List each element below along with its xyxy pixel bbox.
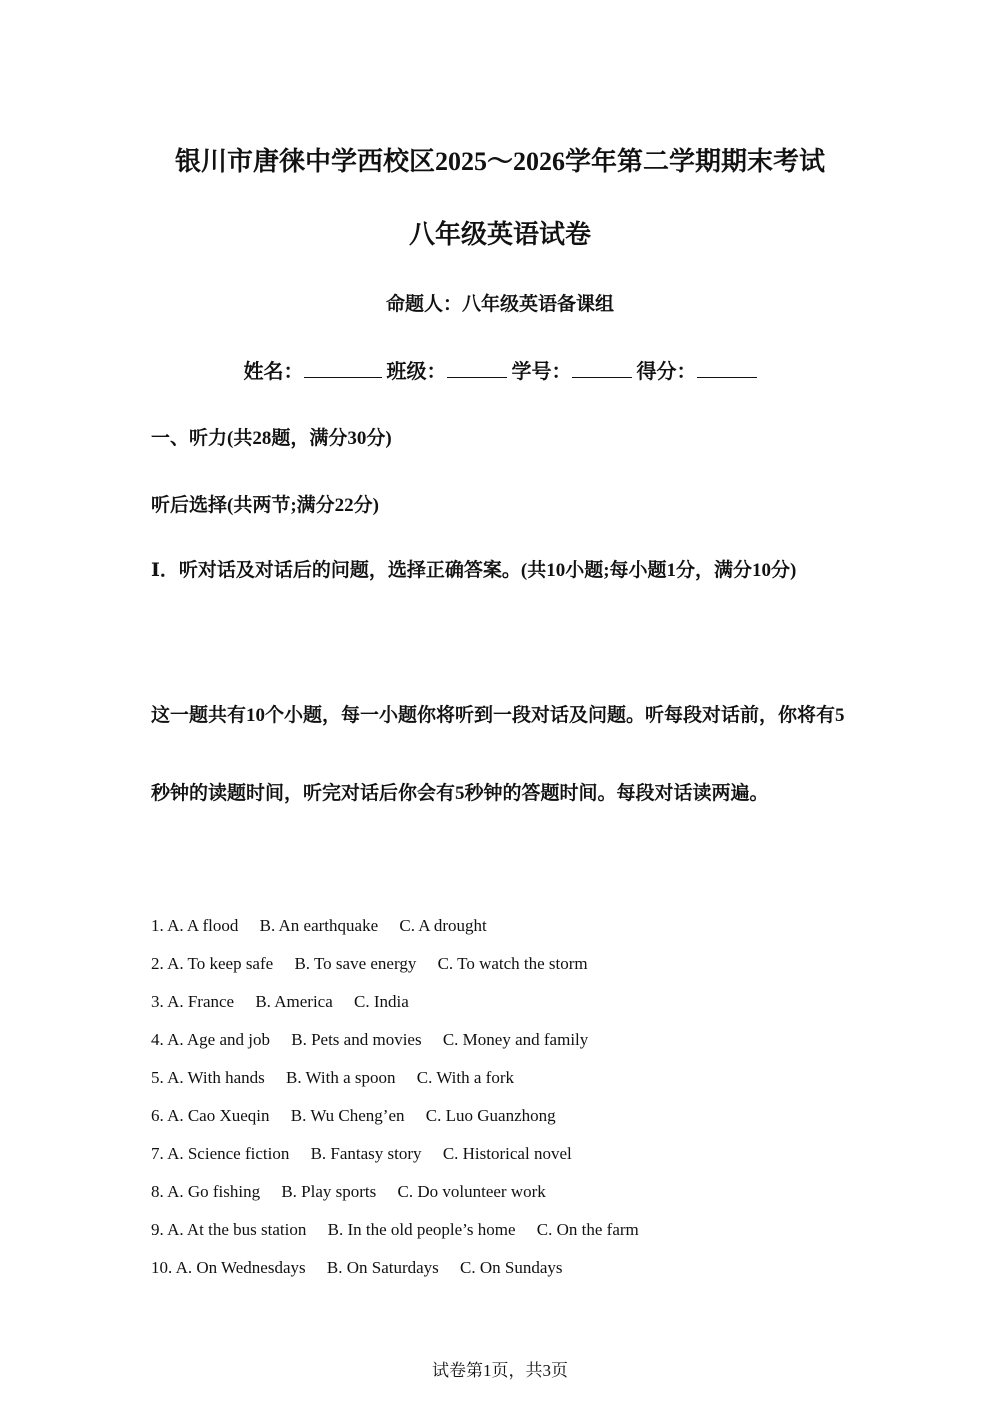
- part1-instruction: Ⅰ．听对话及对话后的问题，选择正确答案。(共10小题;每小题1分，满分10分): [151, 560, 797, 581]
- question-number: 2.: [151, 954, 164, 973]
- option-a: A. Science fiction: [167, 1144, 290, 1163]
- question-item: [151, 1104, 851, 1142]
- option-b: B. In the old people’s home: [327, 1220, 516, 1239]
- section-heading: 一、听力(共28题，满分30分): [151, 428, 392, 449]
- question-item: [151, 990, 851, 1028]
- question-number: 9.: [151, 1220, 164, 1239]
- student-info-line: [0, 355, 1000, 384]
- option-b: B. To save energy: [294, 954, 417, 973]
- question-number: 4.: [151, 1030, 164, 1049]
- option-a: A. To keep safe: [167, 954, 274, 973]
- option-b: B. Fantasy story: [310, 1144, 422, 1163]
- option-c: C. Money and family: [442, 1030, 589, 1049]
- option-c: C. On Sundays: [460, 1258, 563, 1277]
- page-footer: 试卷第1页，共3页: [432, 1361, 568, 1380]
- exam-author: 命题人：八年级英语备课组: [385, 294, 614, 315]
- option-c: C. Luo Guanzhong: [425, 1106, 556, 1125]
- question-number: 7.: [151, 1144, 164, 1163]
- question-item: [151, 1180, 851, 1218]
- option-b: B. With a spoon: [286, 1068, 396, 1087]
- exam-subtitle: 八年级英语试卷: [408, 220, 591, 249]
- score-blank[interactable]: [697, 359, 757, 378]
- name-label: 姓名：: [243, 361, 304, 383]
- option-c: C. India: [354, 992, 409, 1011]
- question-item: [151, 1028, 851, 1066]
- option-c: C. On the farm: [536, 1220, 639, 1239]
- id-label: 学号：: [511, 361, 572, 383]
- id-blank[interactable]: [572, 359, 632, 378]
- question-number: 5.: [151, 1068, 164, 1087]
- question-number: 1.: [151, 916, 164, 935]
- score-label: 得分：: [636, 361, 697, 383]
- question-item: [151, 952, 851, 990]
- option-c: C. Historical novel: [442, 1144, 572, 1163]
- option-a: A. France: [167, 992, 235, 1011]
- question-number: 8.: [151, 1182, 164, 1201]
- option-c: C. A drought: [399, 916, 487, 935]
- option-c: C. With a fork: [416, 1068, 514, 1087]
- question-number: 10.: [151, 1258, 173, 1277]
- name-blank[interactable]: [304, 359, 382, 378]
- option-b: B. America: [255, 992, 333, 1011]
- option-b: B. Pets and movies: [291, 1030, 422, 1049]
- option-b: B. An earthquake: [259, 916, 379, 935]
- option-a: A. With hands: [167, 1068, 265, 1087]
- question-list: [151, 914, 851, 1294]
- question-item: [151, 1066, 851, 1104]
- option-a: A. Go fishing: [167, 1182, 261, 1201]
- option-a: A. Cao Xueqin: [167, 1106, 270, 1125]
- option-b: B. Play sports: [281, 1182, 377, 1201]
- option-b: B. On Saturdays: [326, 1258, 439, 1277]
- option-a: A. At the bus station: [167, 1220, 307, 1239]
- part-heading: 听后选择(共两节;满分22分): [151, 495, 379, 516]
- option-c: C. To watch the storm: [437, 954, 588, 973]
- question-item: [151, 1256, 851, 1294]
- class-blank[interactable]: [447, 359, 507, 378]
- question-item: [151, 914, 851, 952]
- part1-description: 这一题共有10个小题，每一小题你将听到一段对话及问题。听每段对话前，你将有5秒钟的读题时间，听完对话后你会有5秒钟的答题时间。每段对话读两遍。: [151, 705, 845, 804]
- exam-title: 银川市唐徕中学西校区2025～2026学年第二学期期末考试: [174, 147, 825, 176]
- option-a: A. On Wednesdays: [175, 1258, 306, 1277]
- option-b: B. Wu Cheng’en: [290, 1106, 405, 1125]
- question-item: [151, 1142, 851, 1180]
- option-a: A. A flood: [167, 916, 239, 935]
- question-item: [151, 1218, 851, 1256]
- question-number: 6.: [151, 1106, 164, 1125]
- question-number: 3.: [151, 992, 164, 1011]
- option-c: C. Do volunteer work: [397, 1182, 546, 1201]
- class-label: 班级：: [386, 361, 447, 383]
- option-a: A. Age and job: [167, 1030, 270, 1049]
